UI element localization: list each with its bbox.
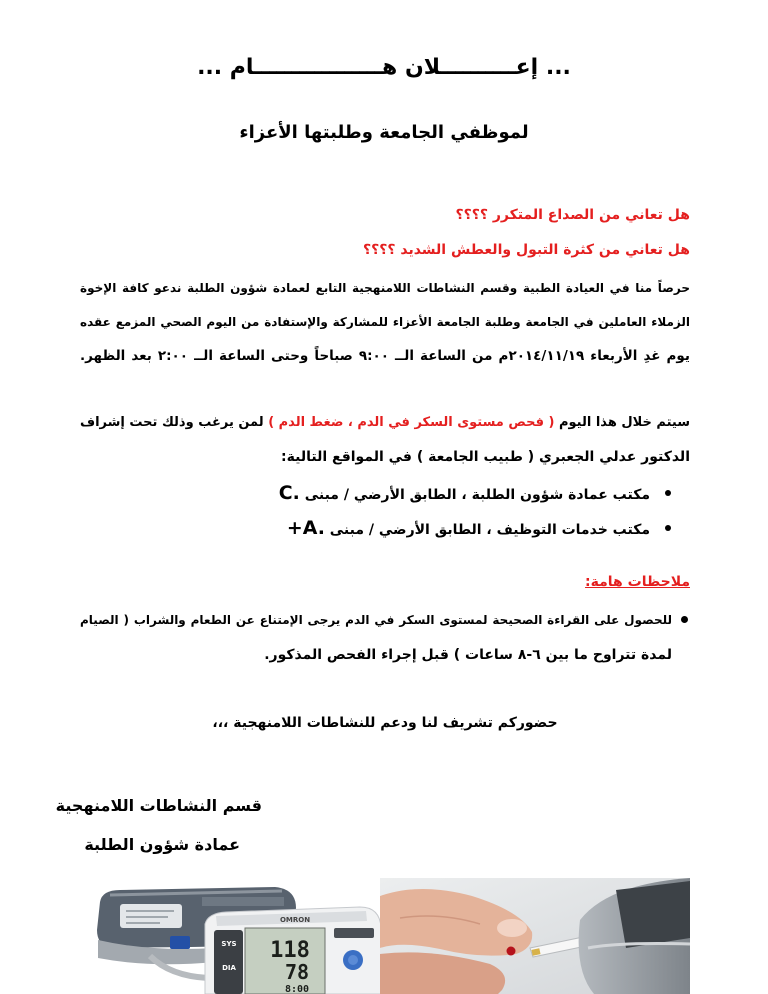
intro-line: الزملاء العاملين في الجامعة وطلبة الجامعة الأعزاء للمشاركة والإستفادة من اليوم الصحي المزمع عقده — [80, 315, 690, 329]
announcement-subtitle: لموظفي الجامعة وطلبتها الأعزاء — [239, 122, 529, 143]
sys-label: SYS — [221, 940, 237, 948]
monitor-label-strip — [334, 928, 374, 938]
location-text: مكتب عمادة شؤون الطلبة ، الطابق الأرضي / مبنى C. — [80, 479, 690, 509]
fingernail — [497, 919, 527, 937]
bullet-dot-icon — [665, 525, 671, 531]
bullet-dot-icon — [665, 490, 671, 496]
supervisor-line: الدكتور عدلي الجعبري ( طبيب الجامعة ) في المواقع التالية: — [281, 449, 690, 465]
question-headache: هل تعاني من الصداع المتكرر ؟؟؟؟ — [455, 207, 690, 223]
question-thirst: هل تعاني من كثرة التبول والعطش الشديد ؟؟؟؟ — [363, 242, 690, 258]
cuff-label — [120, 904, 182, 928]
closing-line: حضوركم تشريف لنا ودعم للنشاطات اللامنهجية ،،، — [212, 715, 558, 731]
glucose-meter-photo — [380, 878, 690, 994]
notes-heading: ملاحظات هامة: — [585, 574, 690, 590]
note-continuation — [80, 643, 690, 667]
dia-label: DIA — [222, 964, 236, 972]
signature-department: قسم النشاطات اللامنهجية — [55, 796, 262, 815]
cuff-velcro — [202, 897, 284, 906]
diastolic-reading: 78 — [284, 960, 310, 984]
blood-drop-icon — [507, 947, 516, 956]
location-text: مكتب خدمات التوظيف ، الطابق الأرضي / مبنى +A. — [80, 514, 690, 544]
brand-logo: OMRON — [279, 916, 311, 924]
tests-highlight: ( فحص مستوى السكر في الدم ، ضغط الدم ) — [268, 415, 555, 430]
location-list-item — [80, 479, 690, 509]
location-list-item — [80, 514, 690, 544]
bullet-dot-icon — [681, 616, 688, 623]
intro-line: حرصاً منا في العيادة الطبية وقسم النشاطات اللامنهجية التابع لعمادة شؤون الطلبة ندعو كافة الإخوة — [80, 281, 690, 295]
tests-line — [80, 411, 690, 435]
time-reading: 8:00 — [284, 984, 310, 994]
tube-connector — [170, 936, 190, 949]
intro-line-date: يوم غدِ الأربعاء ٢٠١٤/١١/١٩م من الساعة الــ ٩:٠٠ صباحاً وحتى الساعة الــ ٢:٠٠ بعد الظهر. — [80, 348, 690, 364]
note-text: للحصول على القراءة الصحيحة لمستوى السكر في الدم يرجى الإمتناع عن الطعام والشراب ( الصيام — [80, 613, 672, 627]
building-code: +A. — [286, 517, 325, 539]
note-list-item — [80, 608, 690, 632]
note-text: لمدة تتراوح ما بين ٦-٨ ساعات ) قبل إجراء الفحص المذكور. — [264, 647, 672, 663]
tests-supervision-text: لمن يرغب وذلك تحت إشراف — [80, 415, 264, 430]
building-code: C. — [278, 482, 300, 504]
signature-deanship: عمادة شؤون الطلبة — [84, 835, 240, 854]
meter-screen-area — [616, 881, 690, 948]
start-button-center — [348, 955, 358, 965]
announcement-title: ... إعــــــــــلان هـــــــــــــــــام ... — [197, 55, 571, 80]
systolic-reading: 118 — [270, 938, 310, 963]
blood-pressure-monitor-photo — [90, 878, 383, 994]
tests-intro-text: سيتم خلال هذا اليوم — [559, 415, 690, 430]
